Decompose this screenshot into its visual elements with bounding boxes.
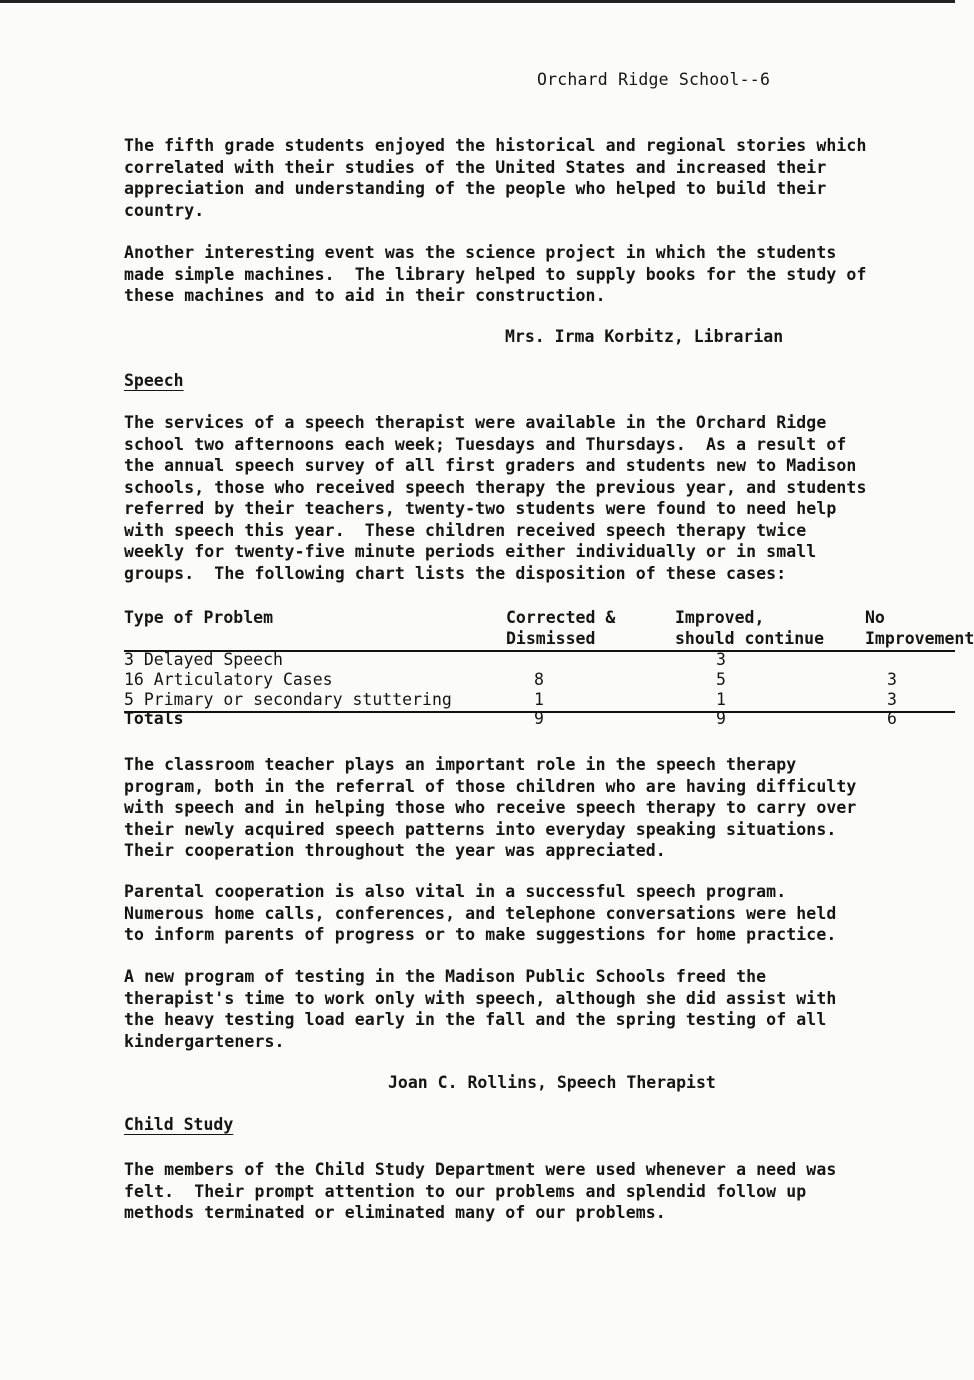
- child-study-heading: Child Study: [124, 1115, 234, 1134]
- row-improved: 1: [716, 690, 726, 709]
- totals-no-improvement: 6: [887, 709, 897, 728]
- library-paragraph-2: Another interesting event was the science project in which the students made simple machines. The library helped to supply books for the study of these machines and to aid in their construction.: [124, 243, 867, 305]
- library-paragraph-1: The fifth grade students enjoyed the historical and regional stories which correlated with their studies of the United States and increased their appreciation and understanding of the people who helped to build their country.: [124, 136, 867, 220]
- row-type: 16 Articulatory Cases: [124, 670, 333, 689]
- librarian-signature: Mrs. Irma Korbitz, Librarian: [505, 327, 784, 346]
- row-corrected: 1: [534, 690, 544, 709]
- page-header: Orchard Ridge School--6: [537, 70, 771, 89]
- row-type: 3 Delayed Speech: [124, 650, 283, 669]
- speech-heading: Speech: [124, 371, 184, 390]
- table-header-corrected: Corrected & Dismissed: [506, 608, 616, 648]
- child-study-paragraph: The members of the Child Study Department were used whenever a need was felt. Their prompt attention to our problems and splendid follow up methods terminated or eliminated many of our problems.: [124, 1160, 837, 1222]
- row-improved: 3: [716, 650, 726, 669]
- speech-therapist-signature: Joan C. Rollins, Speech Therapist: [388, 1073, 716, 1092]
- row-type: 5 Primary or secondary stuttering: [124, 690, 452, 709]
- row-no-improvement: 3: [887, 690, 897, 709]
- totals-label: Totals: [124, 709, 184, 728]
- row-improved: 5: [716, 670, 726, 689]
- row-corrected: 8: [534, 670, 544, 689]
- speech-intro-paragraph: The services of a speech therapist were available in the Orchard Ridge school two afternoons each week; Tuesdays and Thursdays. As a result of the annual speech survey of all first graders and students new to Madison schools, those who received speech therapy the previous year, and students referred by their teachers, twenty-two students were found to need help with speech this year. These children received speech therapy twice weekly for twenty-five minute periods either individually or in small groups. The following chart lists the disposition of these cases:: [124, 413, 867, 583]
- testing-program-paragraph: A new program of testing in the Madison Public Schools freed the therapist's time to work only with speech, although she did assist with the heavy testing load early in the fall and the spring testing of all kindergarteners.: [124, 967, 837, 1051]
- row-no-improvement: 3: [887, 670, 897, 689]
- table-header-improved: Improved, should continue: [675, 608, 825, 648]
- table-header-no-improvement: No Improvement: [865, 608, 974, 648]
- table-header-type: Type of Problem: [124, 608, 274, 627]
- parental-cooperation-paragraph: Parental cooperation is also vital in a successful speech program. Numerous home calls, conferences, and telephone conversations were held to inform parents of progress or to make suggestions for home practice.: [124, 882, 837, 944]
- totals-corrected: 9: [534, 709, 544, 728]
- totals-improved: 9: [716, 709, 726, 728]
- teacher-role-paragraph: The classroom teacher plays an important role in the speech therapy program, both in the referral of those children who are having difficulty with speech and in helping those who receive speech therapy to carry over their newly acquired speech patterns into everyday speaking situations. Their cooperation throughout the year was appreciated.: [124, 755, 857, 860]
